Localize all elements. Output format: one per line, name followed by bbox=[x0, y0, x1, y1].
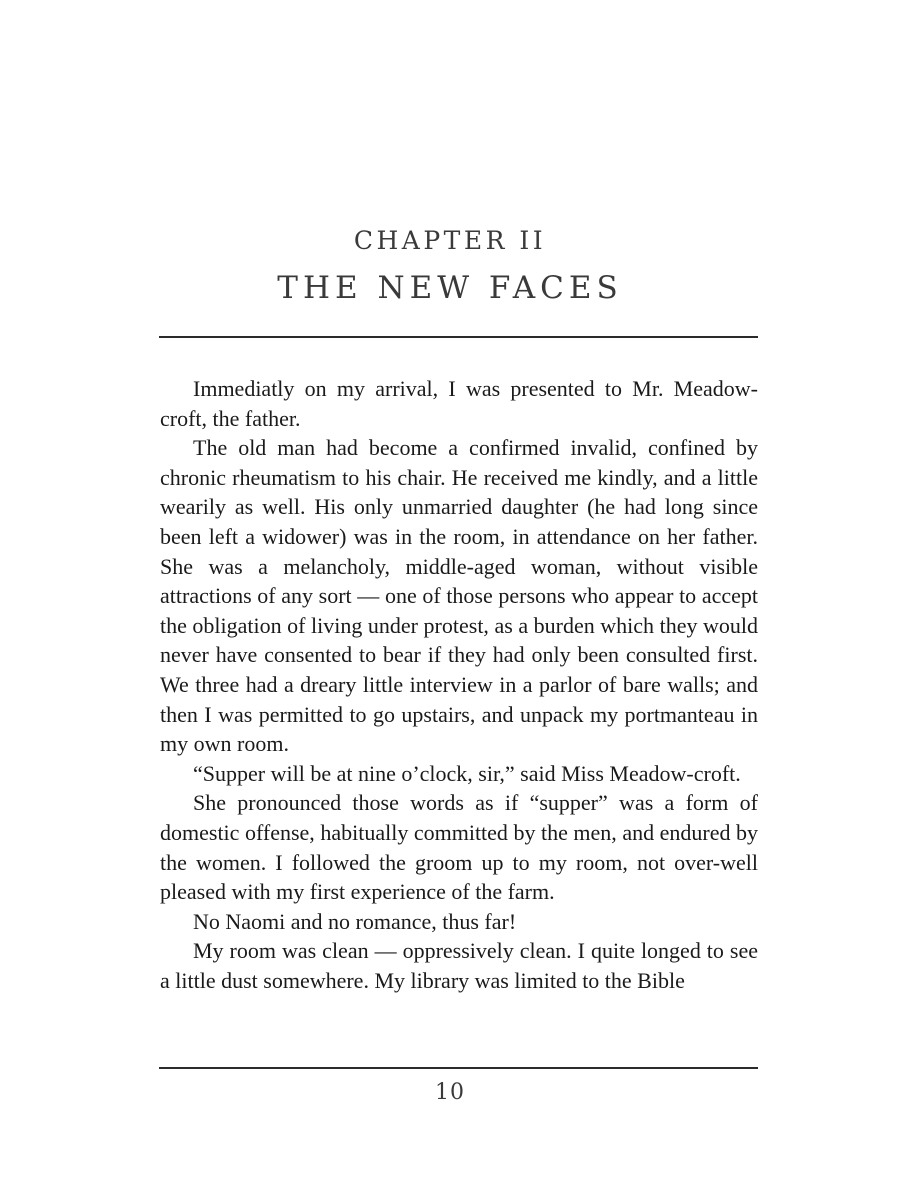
chapter-number: CHAPTER II bbox=[353, 226, 547, 255]
body-text bbox=[160, 374, 758, 1044]
paragraph: She pronounced those words as if “supper” was a form of domestic offense, habitually committed by the men, and endured by the women. I followed the groom up to my room, not over-well pleased with my first experience of the farm. bbox=[160, 790, 758, 905]
paragraph: Immediatly on my arrival, I was presented to Mr. Meadow-croft, the father. bbox=[160, 376, 758, 431]
paragraph: My room was clean — oppressively clean. I quite longed to see a little dust somewhere. My library was limited to the Bible bbox=[160, 938, 758, 993]
paragraph: “Supper will be at nine o’clock, sir,” said Miss Meadow-croft. bbox=[193, 760, 741, 786]
chapter-title: THE NEW FACES bbox=[277, 270, 623, 306]
paragraph: No Naomi and no romance, thus far! bbox=[193, 908, 517, 934]
paragraph: The old man had become a confirmed invalid, confined by chronic rheumatism to his chair. He received me kindly, and a little wearily as well. His only unmarried daughter (he had long since been left a widower) was in the room, in attendance on her father. She was a melancholy, middle-aged woman, without visible attractions of any sort — one of those persons who appear to accept the obligation of living under protest, as a burden which they would never have consented to bear if they had only been consulted first. We three had a dreary little interview in a parlor of bare walls; and then I was permitted to go upstairs, and unpack my portmanteau in my own room. bbox=[160, 435, 758, 757]
page-number: 10 bbox=[435, 1080, 465, 1105]
bottom-divider bbox=[159, 1067, 758, 1069]
top-divider bbox=[159, 336, 758, 338]
